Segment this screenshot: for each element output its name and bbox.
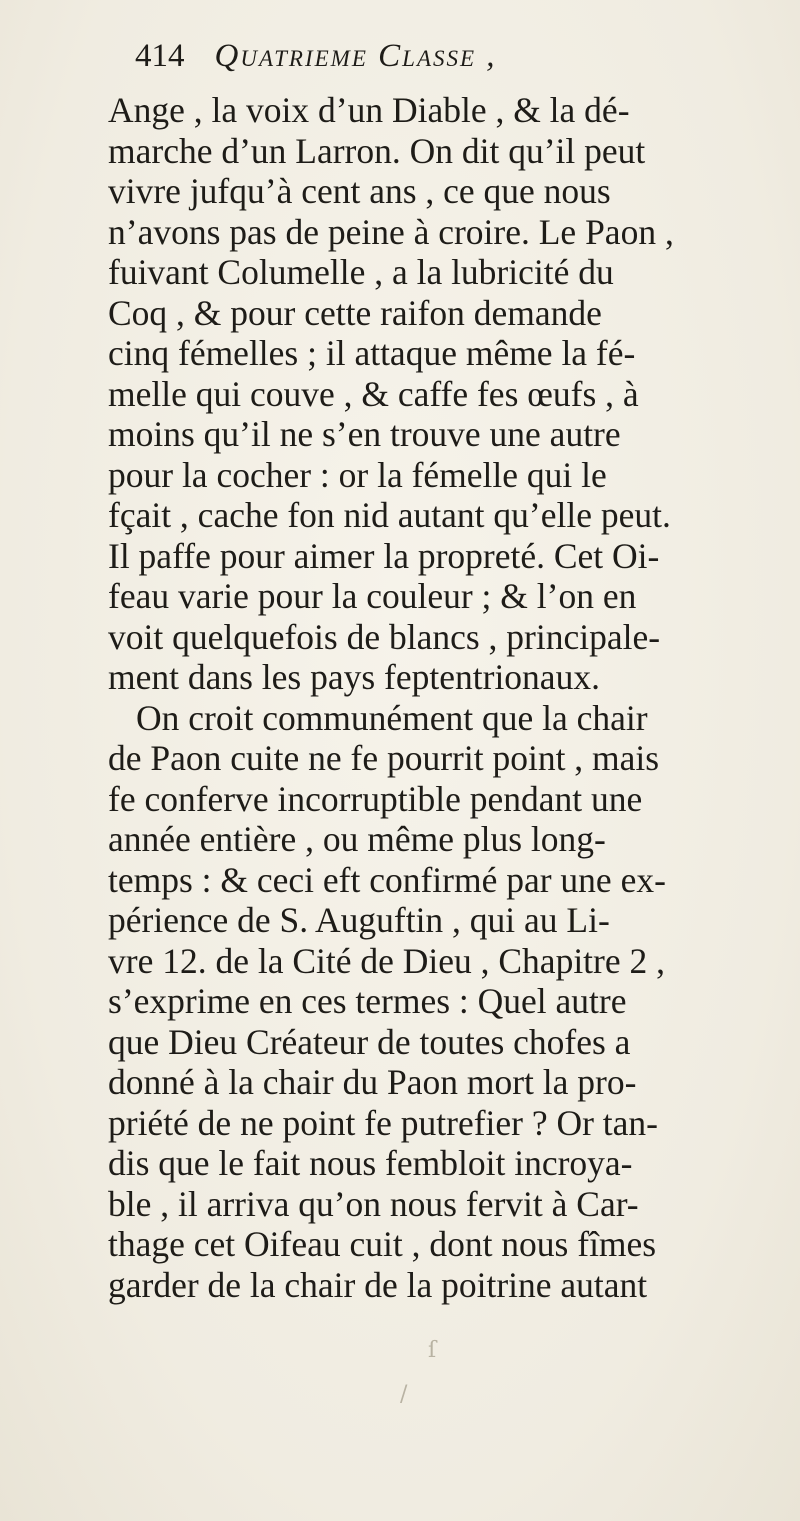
- text-line-27: dis que le fait nous fembloit incroya-: [108, 1143, 633, 1183]
- text-line-7: cinq fémelles ; il attaque même la fé-: [108, 333, 636, 373]
- page-header: [135, 38, 497, 90]
- text-line-10: pour la cocher : or la fémelle qui le: [108, 454, 607, 495]
- text-line-14: voit quelquefois de blancs , principale-: [108, 616, 661, 657]
- page-number: 414: [135, 38, 185, 74]
- text-line-11: fçait , cache fon nid autant qu’elle peut.: [108, 495, 671, 535]
- text-line-29: thage cet Oifeau cuit , dont nous fîmes: [108, 1224, 657, 1264]
- text-line-23: s’exprime en ces termes : Quel autre: [108, 981, 627, 1021]
- text-line-26: priété de ne point fe putrefier ? Or tan-: [108, 1102, 658, 1143]
- text-line-28: ble , il arriva qu’on nous fervit à Car-: [108, 1183, 639, 1224]
- text-line-1: Ange , la voix d’un Diable , & la dé-: [108, 90, 630, 130]
- text-line-12: Il paffe pour aimer la propreté. Cet Oi-: [108, 535, 660, 576]
- paragraph-start-line: On croit communément que la chair: [136, 697, 648, 738]
- text-line-30: garder de la chair de la poitrine autant: [108, 1264, 648, 1305]
- text-line-6: Coq , & pour cette raifon demande: [108, 292, 602, 333]
- text-line-8: melle qui couve , & caffe fes œufs , à: [108, 373, 639, 414]
- text-line-24: que Dieu Créateur de toutes chofes a: [108, 1021, 631, 1062]
- text-line-4: n’avons pas de peine à croire. Le Paon ,: [108, 211, 674, 252]
- stray-mark: ſ: [428, 1338, 437, 1363]
- text-line-22: vre 12. de la Cité de Dieu , Chapitre 2 ,: [108, 940, 665, 981]
- text-line-13: feau varie pour la couleur ; & l’on en: [108, 576, 637, 616]
- text-line-17: de Paon cuite ne fe pourrit point , mais: [108, 738, 660, 778]
- text-line-20: temps : & ceci eft confirmé par une ex-: [108, 859, 666, 900]
- running-head: Quatrieme Classe ,: [214, 38, 497, 74]
- text-line-2: marche d’un Larron. On dit qu’il peut: [108, 130, 646, 171]
- text-line-9: moins qu’il ne s’en trouve une autre: [108, 414, 621, 454]
- text-line-21: périence de S. Auguftin , qui au Li-: [108, 900, 610, 940]
- text-line-3: vivre jufqu’à cent ans , ce que nous: [108, 171, 611, 211]
- text-line-19: année entière , ou même plus long-: [108, 819, 606, 859]
- text-line-25: donné à la chair du Paon mort la pro-: [108, 1062, 637, 1102]
- stray-mark: /: [400, 1382, 408, 1407]
- text-line-15: ment dans les pays feptentrionaux.: [108, 657, 600, 697]
- text-line-18: fe conferve incorruptible pendant une: [108, 778, 643, 819]
- body-text: [108, 90, 798, 1305]
- text-line-5: fuivant Columelle , a la lubricité du: [108, 252, 614, 292]
